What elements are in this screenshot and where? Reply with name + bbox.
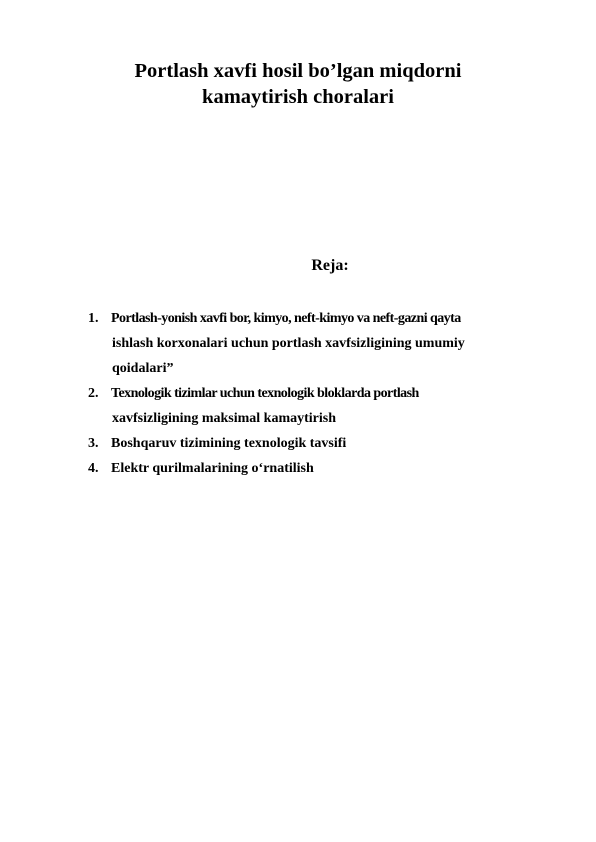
plan-item-3 (88, 431, 558, 456)
plan-item-number: 4. (88, 461, 99, 476)
plan-item-text: ishlash korxonalari uchun portlash xavfsizligining umumiy (112, 336, 465, 351)
plan-item-text: xavfsizligining maksimal kamaytirish (112, 411, 337, 426)
document-title (60, 58, 536, 110)
plan-item-number: 2. (88, 386, 99, 401)
plan-heading: Reja: (311, 257, 349, 274)
plan-item-2 (88, 381, 558, 431)
plan-item-text: Texnologik tizimlar uchun texnologik bloklarda portlash (111, 386, 419, 401)
title-line-2: kamaytirish choralari (202, 86, 394, 108)
plan-item-number: 1. (88, 311, 99, 326)
title-line-1: Portlash xavfi hosil bo’lgan miqdorni (134, 60, 462, 82)
plan-item-text: qoidalari” (112, 361, 174, 376)
plan-item-text: Portlash-yonish xavfi bor, kimyo, neft-kimyo va neft-gazni qayta (111, 311, 461, 326)
plan-item-number: 3. (88, 436, 99, 451)
plan-list (88, 306, 558, 481)
plan-item-1 (88, 306, 558, 381)
plan-item-4 (88, 456, 558, 481)
plan-item-text: Boshqaruv tizimining texnologik tavsifi (111, 436, 347, 451)
plan-item-text: Elektr qurilmalarining o‘rnatilish (111, 461, 314, 476)
